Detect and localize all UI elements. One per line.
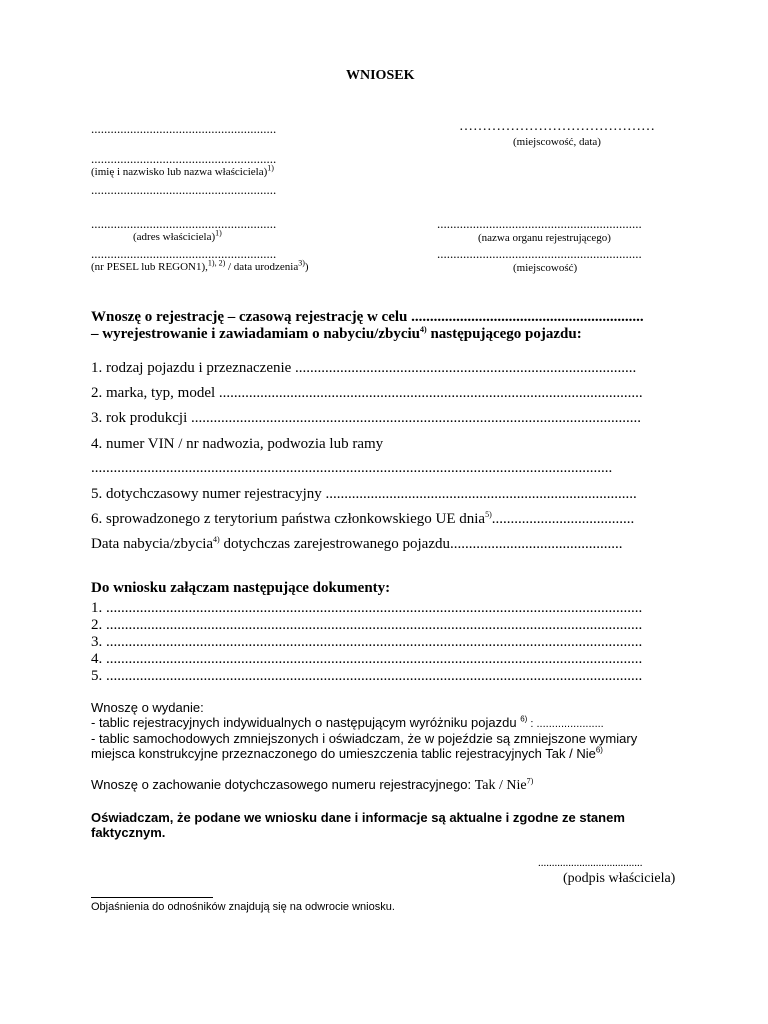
attachment-item: 2. ...............................................................................................................................................	[91, 617, 643, 633]
place-dots: ...............................................................	[437, 246, 642, 261]
request-line-2: – wyrejestrowanie i zawiadamiam o nabyciu/zbyciu$^{4)}$ następującego pojazdu:	[91, 325, 582, 342]
vehicle-item-5: 5. dotychczasowy numer rejestracyjny ...................................................................................	[91, 486, 637, 502]
vehicle-item-6: 6. sprowadzonego z terytorium państwa członkowskiego UE dnia$^{5)}$......................................	[91, 510, 635, 527]
issue-heading: Wnoszę o wydanie:	[91, 700, 204, 715]
issue-line-3: miejsca konstrukcyjne przeznaczonego do umieszczenia tablic rejestracyjnych Tak / Nie$^{6)}$	[91, 745, 603, 761]
place-date-dots: ……………………………………	[459, 119, 655, 134]
vehicle-item-3: 3. rok produkcji ........................................................................................................................	[91, 410, 641, 426]
attachment-item: 5. ...............................................................................................................................................	[91, 668, 643, 684]
declaration-line-2: faktycznym.	[91, 825, 166, 840]
attachment-item: 3. ...............................................................................................................................................	[91, 634, 643, 650]
attachment-item: 1. ...............................................................................................................................................	[91, 600, 643, 616]
address-label: (adres właściciela)$^{1)}$	[133, 228, 222, 243]
attachments-heading: Do wniosku załączam następujące dokumenty:	[91, 580, 391, 596]
attachment-item: 4. ...............................................................................................................................................	[91, 651, 643, 667]
owner-name-dots-2: .........................................................	[91, 151, 277, 166]
issue-line-2: - tablic samochodowych zmniejszonych i oświadczam, że w pojeździe są zmniejszone wymiary	[91, 731, 638, 746]
vehicle-item-4: 4. numer VIN / nr nadwozia, podwozia lub ramy	[91, 436, 384, 452]
footnote-separator	[91, 897, 213, 898]
keep-number-request: Wnoszę o zachowanie dotychczasowego numeru rejestracyjnego: Tak / Nie$^{7)}$	[91, 776, 534, 793]
authority-label: (nazwa organu rejestrującego)	[478, 232, 611, 244]
pesel-dots: .........................................................	[91, 246, 277, 261]
owner-name-dots-1: .........................................................	[91, 121, 277, 136]
vehicle-item-4-dots: ...........................................................................................................................................	[91, 460, 613, 476]
address-dots: .........................................................	[91, 216, 277, 231]
request-line-1: Wnoszę o rejestrację – czasową rejestrację w celu ..............................................................	[91, 309, 644, 325]
declaration-line-1: Oświadczam, że podane we wniosku dane i informacje są aktualne i zgodne ze stanem	[91, 810, 625, 825]
place-label: (miejscowość)	[513, 262, 578, 274]
vehicle-item-1: 1. rodzaj pojazdu i przeznaczenie ...........................................................................................	[91, 360, 637, 376]
signature-dots: ......................................	[538, 857, 643, 869]
vehicle-item-2: 2. marka, typ, model .................................................................................................................	[91, 385, 643, 401]
acquisition-date: Data nabycia/zbycia$^{4)}$ dotychczas zarejestrowanego pojazdu..............................................	[91, 535, 623, 552]
owner-name-label: (imię i nazwisko lub nazwa właściciela)$^{1)}$	[91, 163, 274, 178]
page-title: WNIOSEK	[346, 68, 415, 83]
pesel-label: (nr PESEL lub REGON1),$^{1), 2)}$ / data urodzenia$^{3)}$)	[91, 258, 309, 273]
place-date-label: (miejscowość, data)	[513, 136, 601, 148]
footnote-text: Objaśnienia do odnośników znajdują się na odwrocie wniosku.	[91, 901, 395, 913]
issue-line-1: - tablic rejestracyjnych indywidualnych o następującym wyróżniku pojazdu $^{6)}$ : ......................	[91, 714, 604, 730]
owner-name-dots-3: .........................................................	[91, 182, 277, 197]
authority-dots: ...............................................................	[437, 216, 642, 231]
signature-label: (podpis właściciela)	[563, 871, 676, 886]
